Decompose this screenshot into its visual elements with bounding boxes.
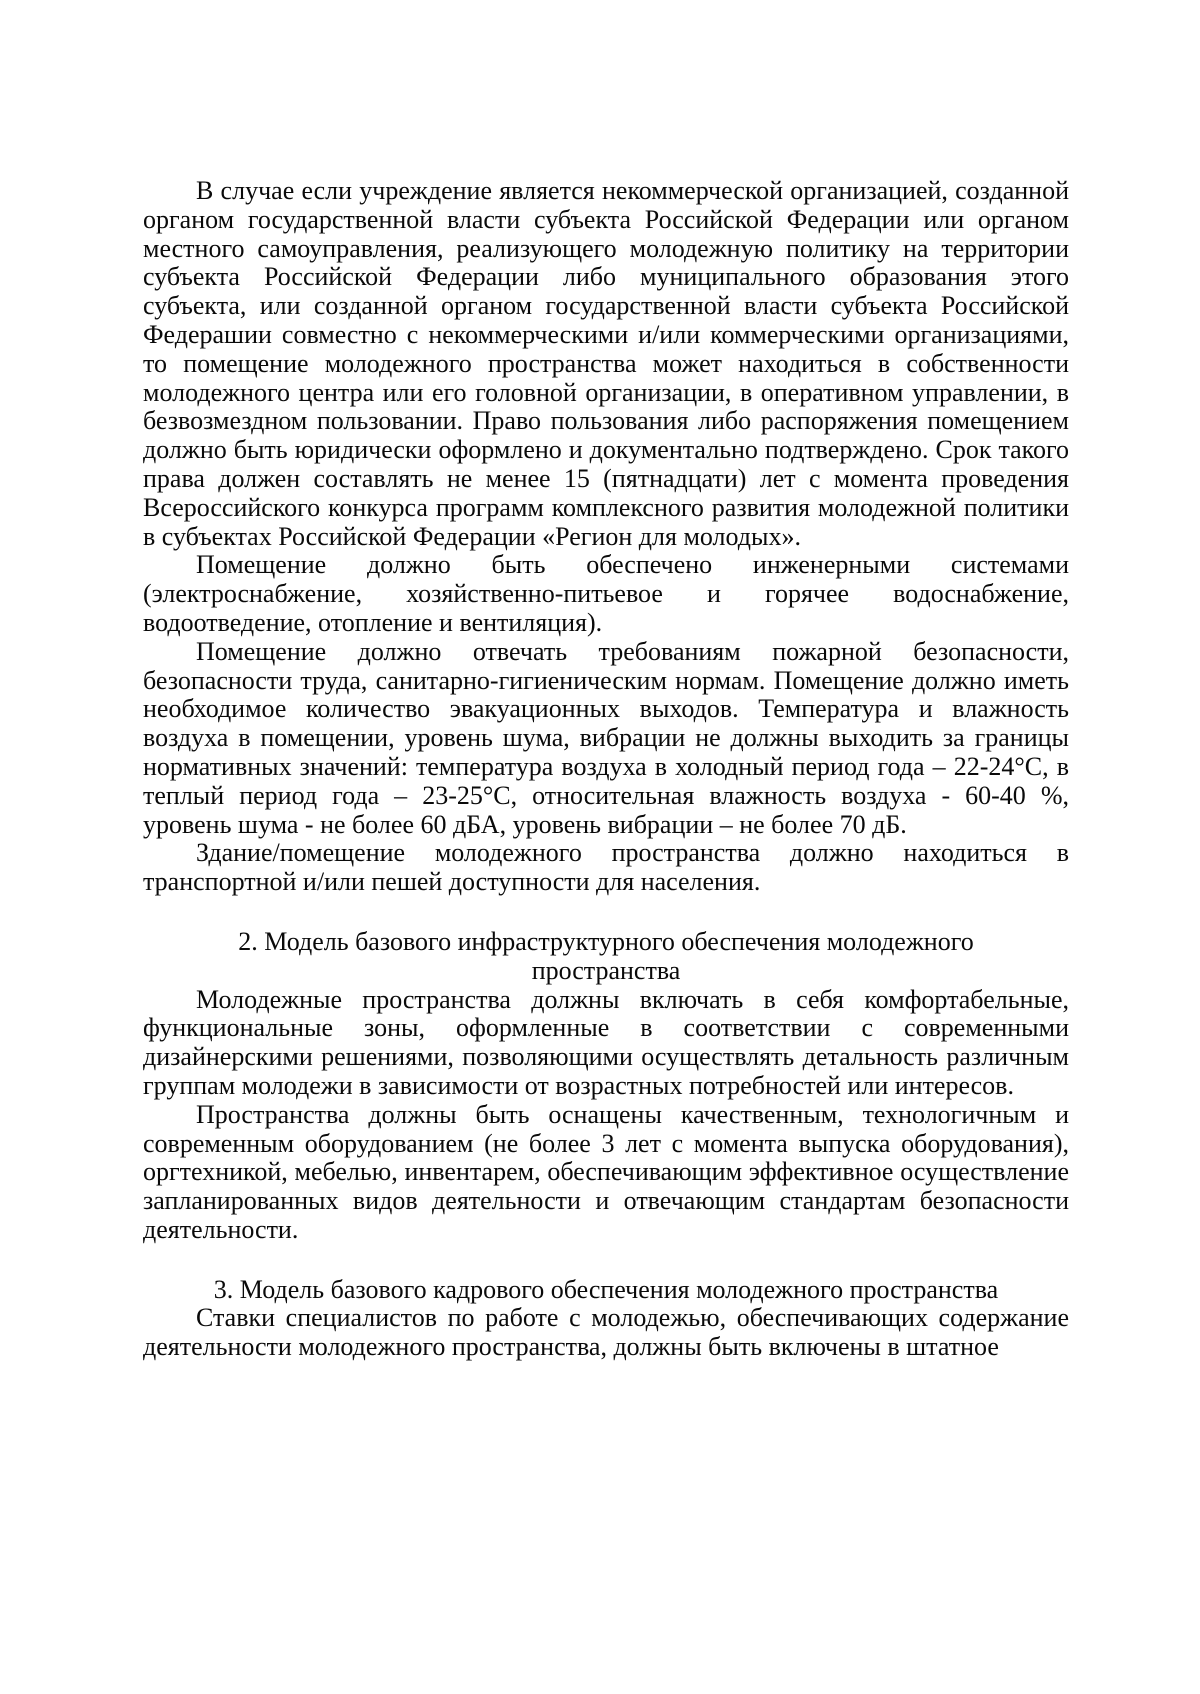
paragraph-engineering-systems: Помещение должно быть обеспечено инженерными системами (электроснабжение, хозяйственно-питьевое и горячее водоснабжение, водоотведение, отопление и вентиляция). xyxy=(143,550,1069,637)
paragraph-safety-requirements: Помещение должно отвечать требованиям пожарной безопасности, безопасности труда, санитарно-гигиеническим нормам. Помещение должно иметь необходимое количество эвакуационных выходов. Температура и влажность воздуха в помещении, уровень шума, вибрации не должны выходить за границы нормативных значений: температура воздуха в холодный период года – 22-24°С, в теплый период года – 23-25°С, относительная влажность воздуха - 60-40 %, уровень шума - не более 60 дБА, уровень вибрации – не более 70 дБ. xyxy=(143,636,1069,839)
paragraph-accessibility: Здание/помещение молодежного пространства должно находиться в транспортной и/или пешей доступности для населения. xyxy=(143,838,1069,897)
document-page xyxy=(143,177,1069,1362)
paragraph-comfort-zones: Молодежные пространства должны включать в себя комфортабельные, функциональные зоны, оформленные в соответствии с современными дизайнерскими решениями, позволяющими осуществлять детальность различным группам молодежи в зависимости от возрастных потребностей или интересов. xyxy=(143,984,1069,1100)
paragraph-equipment: Пространства должны быть оснащены качественным, технологичным и современным оборудованием (не более 3 лет с момента выпуска оборудования), оргтехникой, мебелью, инвентарем, обеспечивающим эффективное осуществление запланированных видов деятельности и отвечающим стандартам безопасности деятельности. xyxy=(143,1099,1069,1244)
section-3-heading: 3. Модель базового кадрового обеспечения молодежного пространства xyxy=(213,1274,999,1304)
paragraph-ownership: В случае если учреждение является некоммерческой организацией, созданной органом государственной власти субъекта Российской Федерации или органом местного самоуправления, реализующего молодежную политику на территории субъекта Российской Федерации либо муниципального образования этого субъекта, или созданной органом государственной власти субъекта Российской Федерашии совместно с некоммерческими и/или коммерческими организациями, то помещение молодежного пространства может находиться в собственности молодежного центра или его головной организации, в оперативном управлении, в безвозмездном пользовании. Право пользования либо распоряжения помещением должно быть юридически оформлено и документально подтверждено. Срок такого права должен составлять не менее 15 (пятнадцати) лет с момента проведения Всероссийского конкурса программ комплексного развития молодежной политики в субъектах Российской Федерации «Регион для молодых». xyxy=(143,176,1069,551)
section-2-heading: 2. Модель базового инфраструктурного обеспечения молодежного пространства xyxy=(238,926,974,985)
paragraph-staff-rates: Ставки специалистов по работе с молодежью, обеспечивающих содержание деятельности молодежного пространства, должны быть включены в штатное xyxy=(143,1303,1069,1362)
